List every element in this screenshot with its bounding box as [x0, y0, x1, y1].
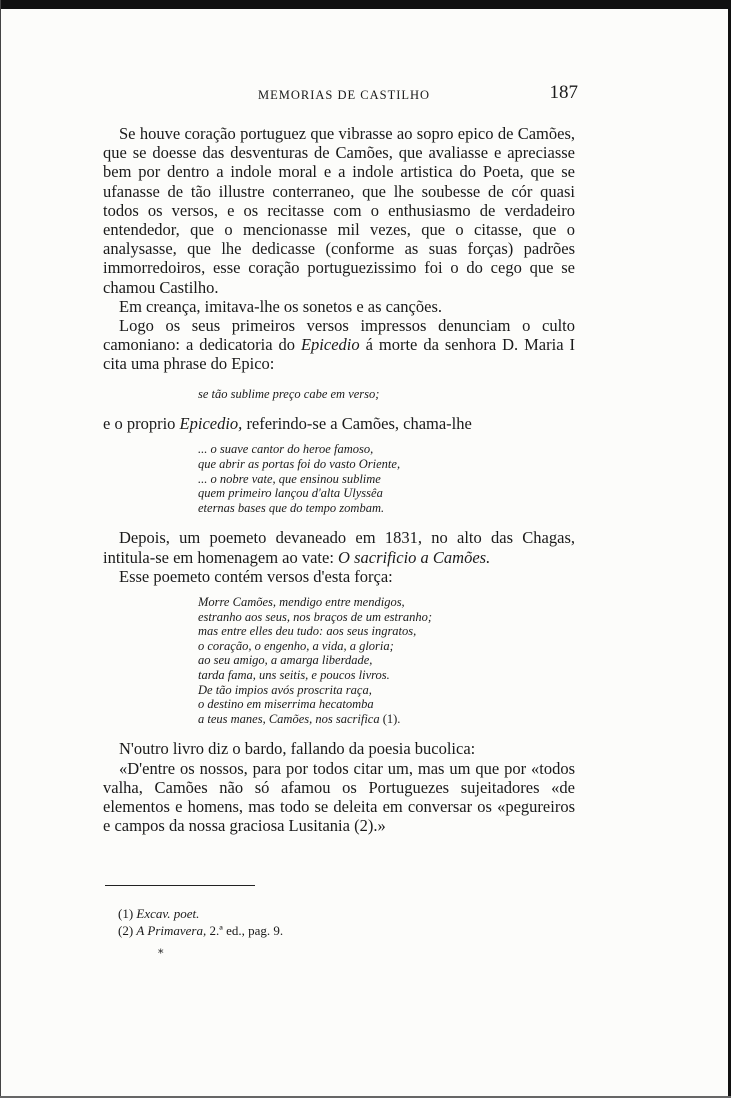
- footnote-rule: [105, 885, 255, 886]
- footnote-2: (2) A Primavera, 2.ª ed., pag. 9.: [118, 923, 284, 938]
- paragraph-1: Se houve coração portuguez que vibrasse ao sopro epico de Camões, que se doesse das desventuras de Camões, que avaliasse e apreciasse bem por dentro a indole moral e a indole artistica do Poeta, que se ufanasse de tão illustre conterraneo, que lhe soubesse de cór quasi todos os versos, e os recitasse com o enthusiasmo de verdadeiro entendedor, que o mencionasse mil vezes, que o citasse, que o analysasse, que lhe dedicasse (conforme as suas forças) padrões immorredoiros, esse coração portuguezissimo foi o do cego que se chamou Castilho.: [103, 124, 575, 297]
- page-number: 187: [549, 82, 578, 103]
- running-title: MEMORIAS DE CASTILHO: [258, 88, 431, 102]
- paragraph-2: Em creança, imitava-lhe os sonetos e as canções.: [119, 296, 442, 316]
- footnotes: [118, 905, 283, 939]
- verse-line: ... o nobre vate, que ensinou sublime: [198, 471, 381, 486]
- verse-line: a teus manes, Camões, nos sacrifica (1).: [198, 711, 401, 726]
- work-title: O sacrificio a Camões.: [338, 547, 491, 567]
- printer-mark: *: [158, 947, 164, 960]
- scan-border-left: [0, 0, 1, 1098]
- paragraph-4: e o proprio Epicedio, referindo-se a Camões, chama-lhe: [103, 414, 472, 434]
- footnote-ref: (1).: [379, 711, 401, 726]
- paragraph-6: Esse poemeto contém versos d'esta força:: [119, 566, 393, 586]
- verse-line: o coração, o engenho, a vida, a gloria;: [198, 638, 394, 653]
- work-title: Epicedio: [300, 335, 360, 355]
- verse-line: se tão sublime preço cabe em verso;: [198, 386, 380, 401]
- verse-quote-3: [103, 595, 575, 726]
- verse-line: De tão impios avós proscrita raça,: [198, 682, 372, 697]
- verse-line: ao seu amigo, a amarga liberdade,: [198, 653, 373, 668]
- verse-line: mas entre elles deu tudo: aos seus ingratos,: [198, 624, 417, 639]
- paragraph-5: Depois, um poemeto devaneado em 1831, no alto das Chagas, intitula-se em homenagem ao vate: O sacrificio a Camões.: [103, 528, 575, 567]
- paragraph-3: Logo os seus primeiros versos impressos denunciam o culto camoniano: a dedicatoria do Epicedio á morte da senhora D. Maria I cita uma phrase do Epico:: [103, 316, 575, 374]
- verse-line: que abrir as portas foi do vasto Oriente,: [198, 457, 401, 472]
- verse-line: estranho aos seus, nos braços de um estranho;: [198, 609, 433, 624]
- paragraph-7: N'outro livro diz o bardo, fallando da poesia bucolica:: [119, 739, 476, 759]
- verse-quote-1: [103, 387, 575, 402]
- paragraph-8: «D'entre os nossos, para por todos citar um, mas um que por «todos valha, Camões não só afamou os Portuguezes sujeitadores «de elementos e homens, mas todo se deleita em conversar os «pegureiros e campos da nossa graciosa Lusitania (2).»: [103, 758, 575, 836]
- verse-line: Morre Camões, mendigo entre mendigos,: [198, 595, 405, 610]
- footnote-1: (1) Excav. poet.: [118, 906, 200, 921]
- work-title: Epicedio,: [179, 414, 243, 434]
- verse-line: tarda fama, uns seitis, e poucos livros.: [198, 667, 390, 682]
- verse-line: eternas bases que do tempo zombam.: [198, 500, 385, 515]
- page-header: [103, 82, 578, 108]
- verse-line: quem primeiro lançou d'alta Ulyssêa: [198, 486, 383, 501]
- verse-line: o destino em miserrima hecatomba: [198, 697, 374, 712]
- page-body: [103, 124, 575, 835]
- scan-border-top: [0, 0, 731, 9]
- verse-line: ... o suave cantor do heroe famoso,: [198, 442, 374, 457]
- verse-quote-2: [103, 442, 575, 515]
